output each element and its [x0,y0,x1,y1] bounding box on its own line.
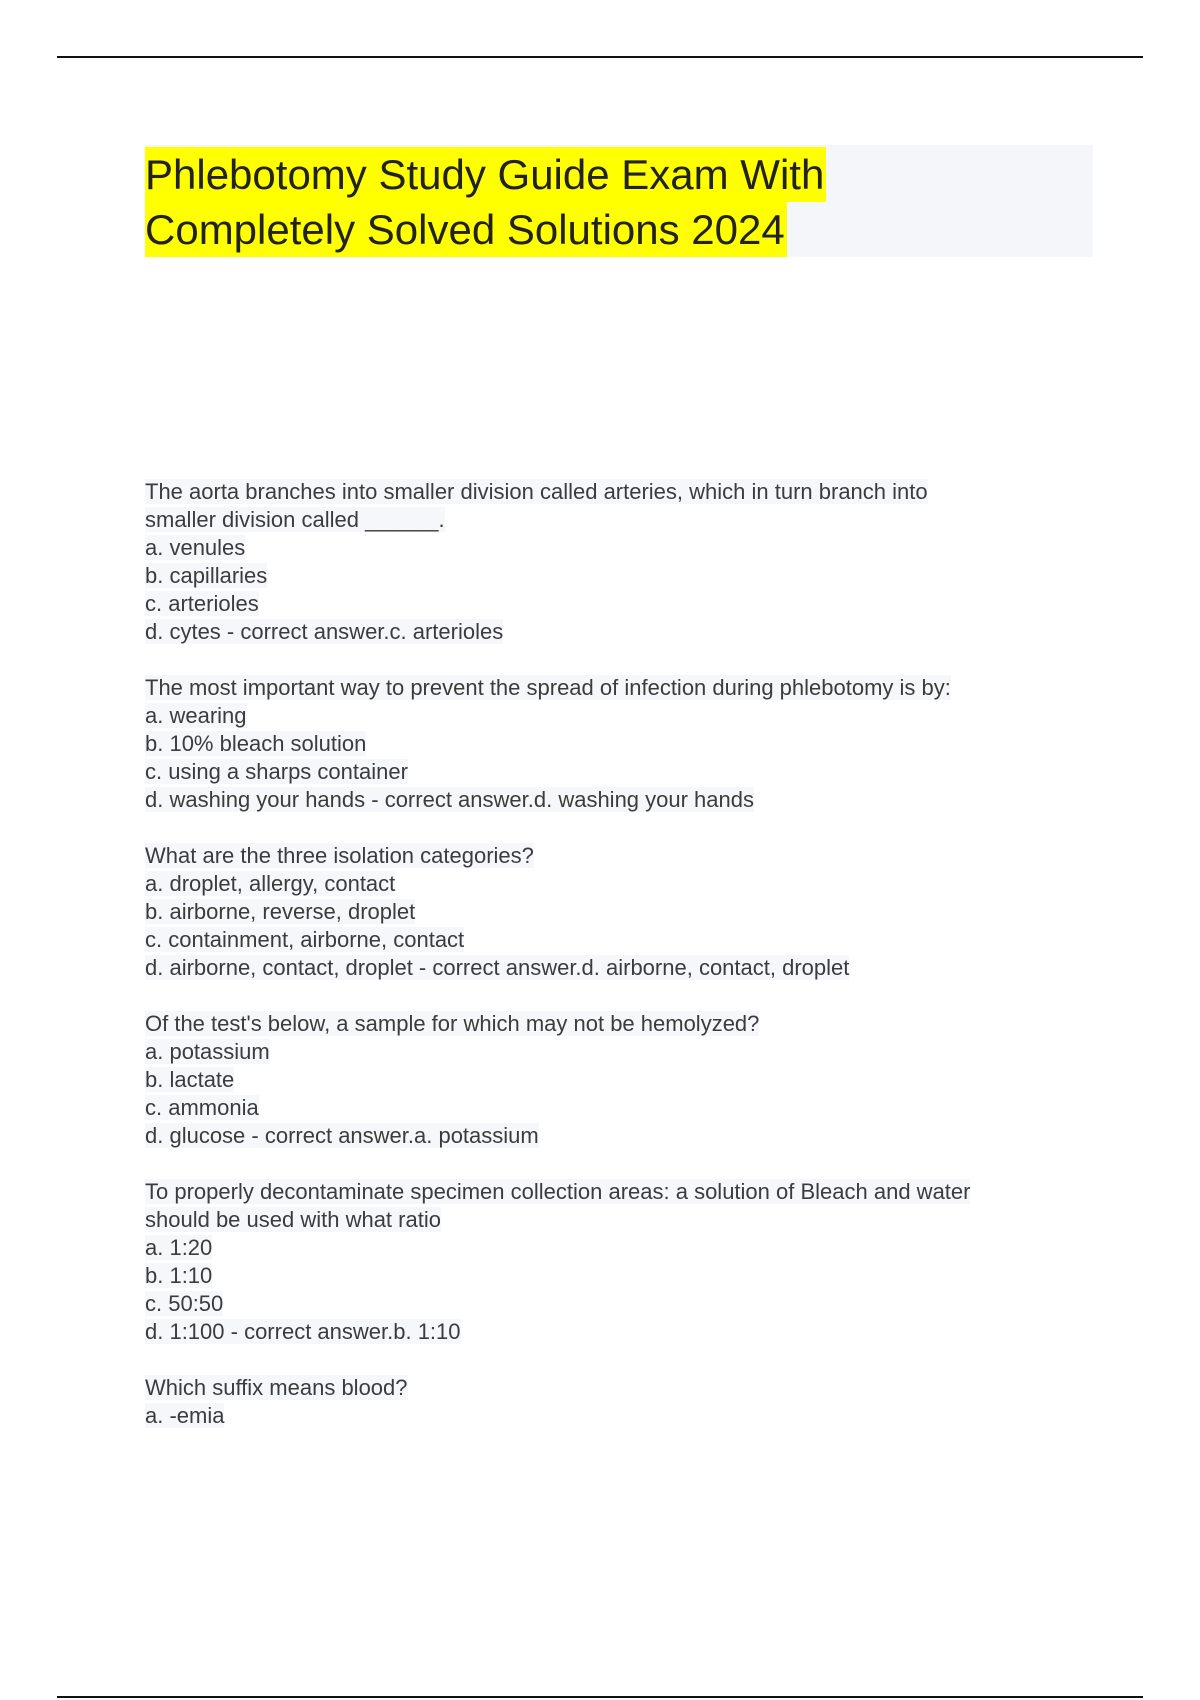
answer-option: a. droplet, allergy, contact [145,871,396,896]
question-item [145,1178,1105,1346]
page-title [145,147,826,257]
top-rule [57,56,1143,58]
answer-option: c. containment, airborne, contact [145,927,465,952]
answer-option: c. arterioles [145,591,259,616]
title-line-2: Completely Solved Solutions 2024 [145,202,787,257]
answer-option-with-correct-answer: d. washing your hands - correct answer.d. washing your hands [145,787,754,812]
answer-option-with-correct-answer: d. 1:100 - correct answer.b. 1:10 [145,1319,461,1344]
bottom-rule [57,1696,1143,1698]
question-text: smaller division called ______. [145,507,445,532]
answer-option: b. 10% bleach solution [145,731,367,756]
answer-option-with-correct-answer: d. cytes - correct answer.c. arterioles [145,619,504,644]
question-text: What are the three isolation categories? [145,843,534,868]
question-item [145,842,1105,982]
answer-option: c. ammonia [145,1095,259,1120]
answer-option: a. venules [145,535,246,560]
title-line-1: Phlebotomy Study Guide Exam With [145,147,826,202]
answer-option-with-correct-answer: d. glucose - correct answer.a. potassium [145,1123,539,1148]
answer-option: c. using a sharps container [145,759,408,784]
answer-option: b. 1:10 [145,1263,213,1288]
question-item [145,478,1105,646]
answer-option-with-correct-answer: d. airborne, contact, droplet - correct answer.d. airborne, contact, droplet [145,955,850,980]
answer-option: c. 50:50 [145,1291,224,1316]
answer-option: a. 1:20 [145,1235,213,1260]
question-text: should be used with what ratio [145,1207,441,1232]
question-item [145,1374,1105,1430]
answer-option: a. wearing [145,703,247,728]
question-text: The aorta branches into smaller division called arteries, which in turn branch into [145,479,928,504]
question-text: Which suffix means blood? [145,1375,408,1400]
question-text: To properly decontaminate specimen collection areas: a solution of Bleach and water [145,1179,971,1204]
question-text: The most important way to prevent the spread of infection during phlebotomy is by: [145,675,951,700]
question-text: Of the test's below, a sample for which may not be hemolyzed? [145,1011,760,1036]
question-list [145,478,1105,1458]
answer-option: b. lactate [145,1067,235,1092]
answer-option: a. potassium [145,1039,270,1064]
answer-option: b. airborne, reverse, droplet [145,899,416,924]
answer-option: a. -emia [145,1403,225,1428]
question-item [145,674,1105,814]
answer-option: b. capillaries [145,563,268,588]
question-item [145,1010,1105,1150]
